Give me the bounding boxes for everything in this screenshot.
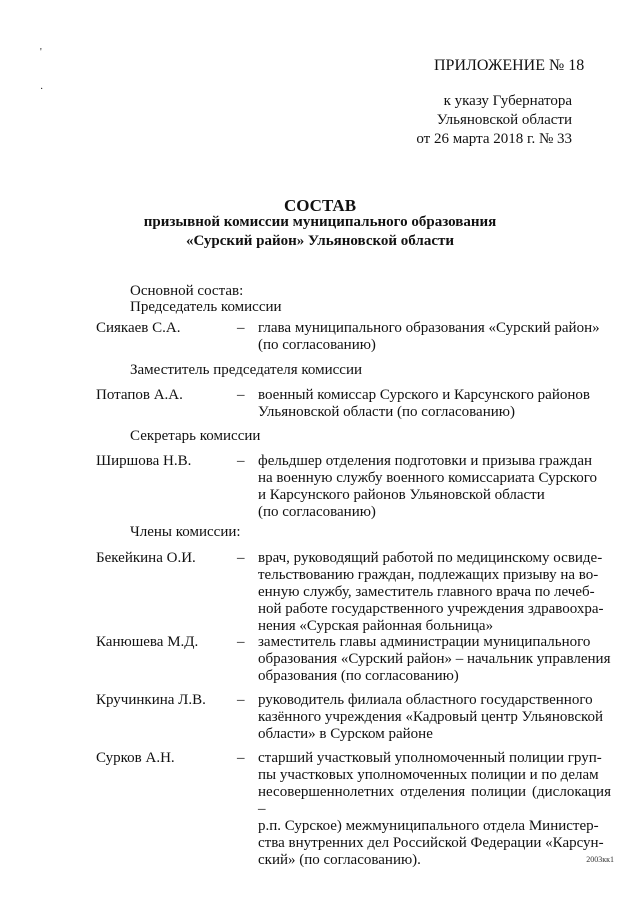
role-line: тельствованию граждан, подлежащих призыву на во- <box>258 567 599 583</box>
role-line: руководитель филиала областного государственного <box>258 692 593 708</box>
member-name: Сурков А.Н. <box>96 750 175 766</box>
role-line: (по согласованию) <box>258 337 376 353</box>
role-line: казённого учреждения «Кадровый центр Ульяновской <box>258 709 604 725</box>
section-heading-members: Члены комиссии: <box>130 524 241 540</box>
member-name: Потапов А.А. <box>96 387 183 403</box>
member-role <box>258 634 611 685</box>
document-title: СОСТАВ <box>283 196 357 215</box>
role-line: нения «Сурская районная больница» <box>258 618 494 634</box>
member-name: Кручинкина Л.В. <box>96 692 206 708</box>
role-line: Ульяновской области (по согласованию) <box>258 404 515 420</box>
margin-mark: ' <box>40 47 42 58</box>
ref-line: к указу Губернатора <box>443 93 572 109</box>
member-role <box>258 550 611 635</box>
ref-line: от 26 марта 2018 г. № 33 <box>416 131 572 147</box>
document-stamp: 2003кк1 <box>586 855 614 864</box>
member-name: Бекейкина О.И. <box>96 550 196 566</box>
role-line: области» в Сурском районе <box>258 726 433 742</box>
role-line: ной работе государственного учреждения здравоохра- <box>258 601 604 617</box>
role-line: образования «Сурский район» – начальник управления <box>258 651 611 667</box>
document-subtitle: призывной комиссии муниципального образования <box>143 214 497 230</box>
document-subtitle: «Сурский район» Ульяновской области <box>185 233 455 249</box>
dash-separator: – <box>237 692 245 708</box>
role-line: военный комиссар Сурского и Карсунского районов <box>258 387 590 403</box>
section-heading-deputy: Заместитель председателя комиссии <box>130 362 363 378</box>
member-role <box>258 750 611 869</box>
role-line: и Карсунского районов Ульяновской области <box>258 487 545 503</box>
member-name: Сиякаев С.А. <box>96 320 181 336</box>
role-line: образования (по согласованию) <box>258 668 459 684</box>
role-line: пы участковых уполномоченных полиции и по делам <box>258 767 599 783</box>
role-line: глава муниципального образования «Сурский район» <box>258 320 600 336</box>
member-role <box>258 320 611 354</box>
role-line: старший участковый уполномоченный полиции груп- <box>258 750 602 766</box>
dash-separator: – <box>237 320 245 336</box>
role-line: енную службу, заместитель главного врача по лечеб- <box>258 584 595 600</box>
member-name: Канюшева М.Д. <box>96 634 199 650</box>
role-line: р.п. Сурское) межмуниципального отдела Министер- <box>258 818 599 834</box>
dash-separator: – <box>237 634 245 650</box>
member-role <box>258 453 611 521</box>
annex-number: ПРИЛОЖЕНИЕ № 18 <box>434 57 585 74</box>
role-line: ский» (по согласованию). <box>258 852 421 868</box>
dash-separator: – <box>237 453 245 469</box>
role-line: (по согласованию) <box>258 504 376 520</box>
role-line: несовершеннолетних отделения полиции (дислокация – <box>258 784 611 817</box>
role-line: заместитель главы администрации муниципального <box>258 634 591 650</box>
role-line: на военную службу военного комиссариата Сурского <box>258 470 598 486</box>
section-heading-secretary: Секретарь комиссии <box>130 428 261 444</box>
decree-reference <box>416 92 572 149</box>
dash-separator: – <box>237 550 245 566</box>
member-role <box>258 692 611 743</box>
role-line: врач, руководящий работой по медицинскому освиде- <box>258 550 603 566</box>
dash-separator: – <box>237 750 245 766</box>
ref-line: Ульяновской области <box>436 112 572 128</box>
member-name: Ширшова Н.В. <box>96 453 192 469</box>
member-role <box>258 387 611 421</box>
role-line: ства внутренних дел Российской Федерации «Карсун- <box>258 835 604 851</box>
dash-separator: – <box>237 387 245 403</box>
section-heading-chair: Председатель комиссии <box>130 299 282 315</box>
section-heading-main: Основной состав: <box>130 283 244 299</box>
margin-mark: · <box>40 84 44 95</box>
role-line: фельдшер отделения подготовки и призыва граждан <box>258 453 593 469</box>
